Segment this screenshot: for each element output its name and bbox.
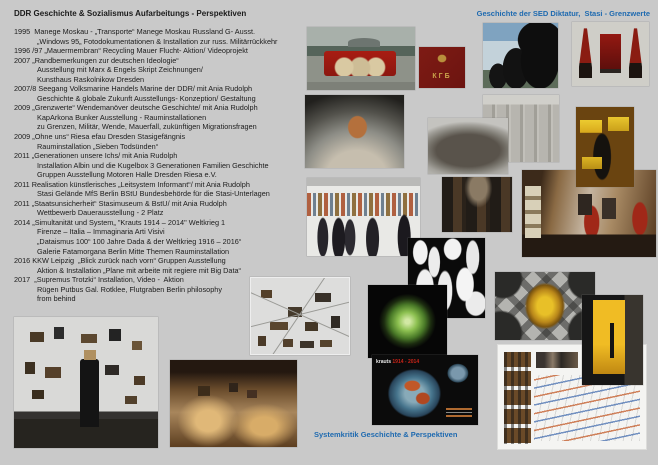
krauts-years-text: 1914 - 2014 (392, 359, 420, 365)
krauts-poster-title (376, 359, 419, 365)
photo-mauer-ruins (428, 118, 508, 174)
timeline-line: zu Grenzen, Militär, Wende, Mauerfall, zukünftigen Migrationsfragen (37, 122, 257, 132)
person-silhouette-shape (80, 359, 99, 427)
photo-yellow-info-stele (582, 295, 643, 385)
timeline-line: 2007 „Randbemerkungen zur deutschen Ideologie“ (14, 55, 179, 65)
photo-bunker-tunnel (305, 95, 404, 168)
timeline-line: Ausstellung mit Marx & Engels Skript Zeichnungen/ (37, 65, 203, 75)
photo-gallery-performance-figure (14, 317, 158, 448)
page-title: DDR Geschichte & Sozialismus Aufarbeitungs - Perspektiven (14, 9, 247, 18)
footer-subtitle: Systemkritik Geschichte & Perspektiven (314, 430, 458, 439)
photo-golden-mask-facade (495, 272, 595, 340)
timeline-line: 2009 „Grenzwerte“ Wendemanöver deutsche Geschichte/ mit Ania Rudolph (14, 103, 258, 113)
red-banner-shape (324, 51, 395, 76)
timeline-line: 2014 „Simultanität und System„ "Krauts 1914 – 2014" Weltkrieg 1 (14, 217, 226, 227)
exhibition-timeline (14, 27, 314, 304)
timeline-line: Wettbewerb Dauerausstellung - 2 Platz (37, 208, 164, 218)
photo-matryoshka-silhouettes-window (483, 23, 558, 88)
timeline-line: 1996 /97 „Mauermembran“ Recycling Mauer Flucht- Aktion/ Videoprojekt (14, 46, 248, 56)
timeline-line: KapArkona Bunker Ausstellung - Rauminstallationen (37, 112, 207, 122)
photo-obelisks-installation (572, 22, 649, 86)
timeline-line: 2011 „Staatsunsicherheit“ Stasimuseum & BstU/ mit Ania Rudolph (14, 198, 227, 208)
timeline-line: from behind (37, 294, 76, 304)
photo-exhibition-picture-wall (307, 178, 420, 256)
timeline-line: Rauminstallation „Sieben Todsünden“ (37, 141, 159, 151)
timeline-line: 2011 „Generationen unsere Ichs/ mit Ania Rudolph (14, 151, 178, 161)
timeline-line: Geschichte & globale Zukunft Ausstellungs- Konzeption/ Gestaltung (37, 93, 256, 103)
timeline-line: 1995 Manege Moskau - „Transporte“ Manege Moskau Russland G- Ausst. (14, 27, 256, 36)
kgb-cyrillic-label: КГБ (432, 73, 452, 80)
timeline-line: „Windows 95„ Fotodokumentationen & Installation zur russ. Militärrückkehr (37, 36, 278, 46)
timeline-line: Installation Albin und die Kugelbox 3 Generationen Familien Geschichte (37, 160, 269, 170)
timeline-line: Firenze – Italia – Immaginaria Arti Visivi (37, 227, 165, 237)
photo-frames-network-wall (250, 277, 350, 355)
thumbnail-strip (504, 352, 531, 444)
timeline-line: 2016 KKW Leipzig „Blick zurück nach vorn“ Gruppen Ausstellung (14, 256, 226, 266)
obelisk-right-shape (629, 28, 642, 78)
krauts-title-text: krauts (376, 359, 393, 365)
timeline-line: Kunsthaus Raskolnikow Dresden (37, 74, 145, 84)
photo-dark-gallery-steles (442, 177, 512, 232)
dome-building-shape (348, 38, 380, 47)
connection-line (267, 277, 334, 355)
obelisk-left-shape (579, 28, 592, 78)
timeline-line: Stasi Gelände MfS Berlin BStU Bundesbehörde für die Stasi-Unterlagen (37, 189, 270, 199)
timeline-line: Gruppen Ausstellung Motoren Halle Dresden Riesa e.V. (37, 170, 217, 180)
timeline-line: 2009 „Ohne uns“ Riesa efau Dresden Stasigefängnis (14, 132, 186, 142)
timeline-line: Galerie Fatamorgana Berlin Mitte Themen Rauminstallation (37, 246, 230, 256)
photo-moscow-manege-red-banner (307, 27, 415, 90)
photo-green-sphere (368, 285, 447, 358)
timeline-line: 2017 „Supremus Trotzki“ Installation, Video - Aktion (14, 275, 184, 285)
red-banner-center-shape (600, 34, 622, 70)
timeline-line: 2011 Realisation künstlerisches „Leitsystem Informant“/ mit Ania Rudolph (14, 179, 250, 189)
timeline-line: 2007/8 Seegang Volksmarine Handels Marine der DDR/ mit Ania Rudolph (14, 84, 253, 94)
timeline-line: „Dataismus 100“ 100 Jahre Dada & der Weltkrieg 1916 – 2016“ (37, 237, 242, 247)
header-right-subtitle: Geschichte der SED Diktatur, Stasi - Grenzwerte (476, 9, 650, 18)
photo-kgb-plaque (419, 47, 465, 88)
thumbnail-wide (536, 352, 578, 368)
photo-krauts-poster (372, 355, 478, 425)
photo-amber-industrial-room (170, 360, 297, 447)
photo-yellow-lightbox-room (576, 107, 634, 187)
timeline-line: Rügen Putbus Gal. Rotklee, Flutgraben Berlin philosophy (37, 284, 222, 294)
timeline-line: Aktion & Installation „Plane mit arbeite mit regiere mit Big Data“ (37, 265, 241, 275)
yellow-stele-shape (593, 300, 625, 374)
